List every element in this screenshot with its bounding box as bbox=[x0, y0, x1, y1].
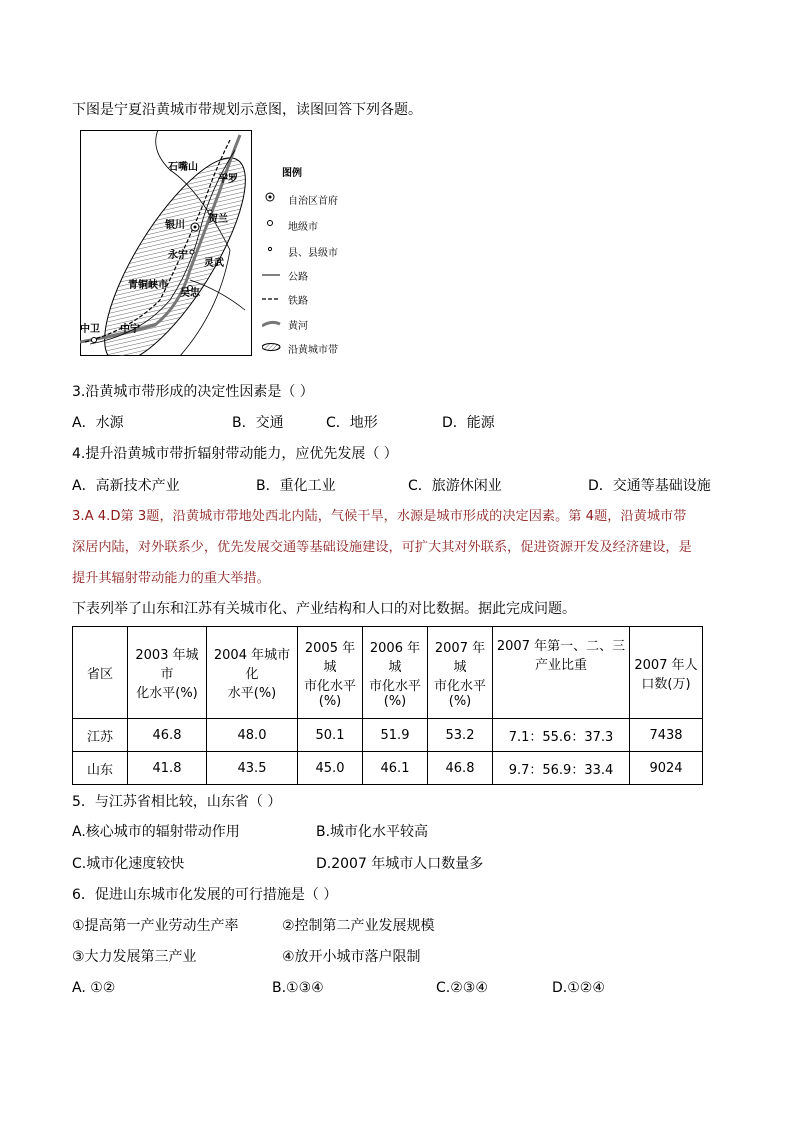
header-2007: 2007 年城 市化水平 (%) bbox=[428, 627, 493, 719]
q6-item-4: ④放开小城市落户限制 bbox=[282, 949, 421, 965]
table-cell: 江苏 bbox=[73, 719, 128, 752]
intro-text: 下图是宁夏沿黄城市带规划示意图，读图回答下列各题。 bbox=[72, 102, 422, 118]
answer-line-1: 3.A 4.D第 3题，沿黄城市带地处西北内陆，气候干旱，水源是城市形成的决定因素。第 4题，沿黄城市带 bbox=[72, 509, 687, 524]
table-header-row bbox=[73, 627, 703, 719]
city-helan: 贺兰 bbox=[208, 214, 228, 225]
q5-stem: 5．与江苏省相比较，山东省（ ） bbox=[72, 794, 282, 810]
q3-option-c[interactable]: C．地形 bbox=[326, 415, 378, 431]
table-row bbox=[73, 752, 703, 785]
q4-option-a[interactable]: A．高新技术产业 bbox=[72, 478, 180, 494]
table-cell: 48.0 bbox=[207, 719, 298, 752]
header-2005: 2005 年城 市化水平 (%) bbox=[298, 627, 363, 719]
answer-line-2: 深居内陆，对外联系少，优先发展交通等基础设施建设，可扩大其对外联系，促进资源开发及经济建设，是 bbox=[72, 540, 692, 555]
yongning-marker bbox=[190, 250, 194, 254]
table-cell: 7438 bbox=[630, 719, 703, 752]
table-cell: 45.0 bbox=[298, 752, 363, 785]
q6-item-1: ①提高第一产业劳动生产率 bbox=[72, 918, 239, 934]
legend-river: 黄河 bbox=[288, 321, 308, 332]
city-zhongwei: 中卫 bbox=[80, 324, 100, 335]
header-2003: 2003 年城市 化水平(%) bbox=[128, 627, 207, 719]
table-cell: 50.1 bbox=[298, 719, 363, 752]
q3-option-a[interactable]: A．水源 bbox=[72, 415, 124, 431]
ningxia-map bbox=[80, 130, 252, 356]
table-cell: 7.1：55.6：37.3 bbox=[493, 719, 630, 752]
legend-highway: 公路 bbox=[288, 272, 308, 283]
city-yinchuan: 银川 bbox=[165, 220, 185, 231]
map-legend bbox=[262, 160, 372, 360]
legend-belt: 沿黄城市带 bbox=[288, 345, 338, 356]
city-shizuishan: 石嘴山 bbox=[168, 162, 198, 173]
table-cell: 46.8 bbox=[128, 719, 207, 752]
legend-capital: 自治区首府 bbox=[288, 196, 338, 207]
table-intro: 下表列举了山东和江苏有关城市化、产业结构和人口的对比数据。据此完成问题。 bbox=[72, 601, 576, 617]
table-cell: 46.8 bbox=[428, 752, 493, 785]
legend-county: 县、县级市 bbox=[288, 248, 338, 259]
legend-railway: 铁路 bbox=[288, 296, 308, 307]
city-pingluo: 平罗 bbox=[218, 174, 238, 185]
city-wuzhong: 吴忠 bbox=[180, 288, 200, 299]
zhongwei-marker bbox=[92, 338, 97, 343]
q6-item-3: ③大力发展第三产业 bbox=[72, 949, 197, 965]
answer-line-3: 提升其辐射带动能力的重大举措。 bbox=[72, 571, 270, 586]
city-qingtongxia: 青铜峡市 bbox=[128, 280, 168, 291]
q4-option-b[interactable]: B．重化工业 bbox=[256, 478, 336, 494]
table-cell: 43.5 bbox=[207, 752, 298, 785]
legend-prefecture: 地级市 bbox=[288, 222, 318, 233]
q3-option-b[interactable]: B．交通 bbox=[232, 415, 284, 431]
data-table bbox=[72, 626, 703, 785]
header-province: 省区 bbox=[73, 627, 128, 719]
q6-stem: 6．促进山东城市化发展的可行措施是（ ） bbox=[72, 887, 338, 903]
table-cell: 9024 bbox=[630, 752, 703, 785]
q6-option-a[interactable]: A. ①② bbox=[72, 980, 116, 996]
q4-option-d[interactable]: D．交通等基础设施 bbox=[588, 478, 711, 494]
q6-item-2: ②控制第二产业发展规模 bbox=[282, 918, 435, 934]
header-industry: 2007 年第一、二、三 产业比重 bbox=[493, 627, 630, 719]
q6-option-b[interactable]: B.①③④ bbox=[272, 980, 324, 996]
city-lingwu: 灵武 bbox=[204, 258, 224, 269]
city-zhongning: 中宁 bbox=[120, 324, 140, 335]
q6-option-d[interactable]: D.①②④ bbox=[552, 980, 605, 996]
table-cell: 51.9 bbox=[363, 719, 428, 752]
table-row bbox=[73, 719, 703, 752]
city-yongning: 永宁 bbox=[168, 250, 188, 261]
header-2006: 2006 年城 市化水平 (%) bbox=[363, 627, 428, 719]
table-cell: 41.8 bbox=[128, 752, 207, 785]
header-population: 2007 年人 口数(万) bbox=[630, 627, 703, 719]
table-cell: 46.1 bbox=[363, 752, 428, 785]
q4-stem: 4.提升沿黄城市带折辐射带动能力，应优先发展（ ） bbox=[72, 446, 398, 462]
q5-option-c[interactable]: C.城市化速度较快 bbox=[72, 856, 185, 872]
table-cell: 9.7：56.9：33.4 bbox=[493, 752, 630, 785]
legend-symbols bbox=[262, 190, 282, 360]
q3-option-d[interactable]: D．能源 bbox=[442, 415, 495, 431]
q5-option-d[interactable]: D.2007 年城市人口数量多 bbox=[316, 856, 484, 872]
legend-title: 图例 bbox=[282, 168, 302, 179]
header-2004: 2004 年城市化 水平(%) bbox=[207, 627, 298, 719]
q4-option-c[interactable]: C．旅游休闲业 bbox=[408, 478, 502, 494]
q6-option-c[interactable]: C.②③④ bbox=[436, 980, 488, 996]
q5-option-a[interactable]: A.核心城市的辐射带动作用 bbox=[72, 824, 240, 840]
table-cell: 53.2 bbox=[428, 719, 493, 752]
q5-option-b[interactable]: B.城市化水平较高 bbox=[316, 824, 429, 840]
q3-stem: 3.沿黄城市带形成的决定性因素是（ ） bbox=[72, 384, 314, 400]
table-cell: 山东 bbox=[73, 752, 128, 785]
